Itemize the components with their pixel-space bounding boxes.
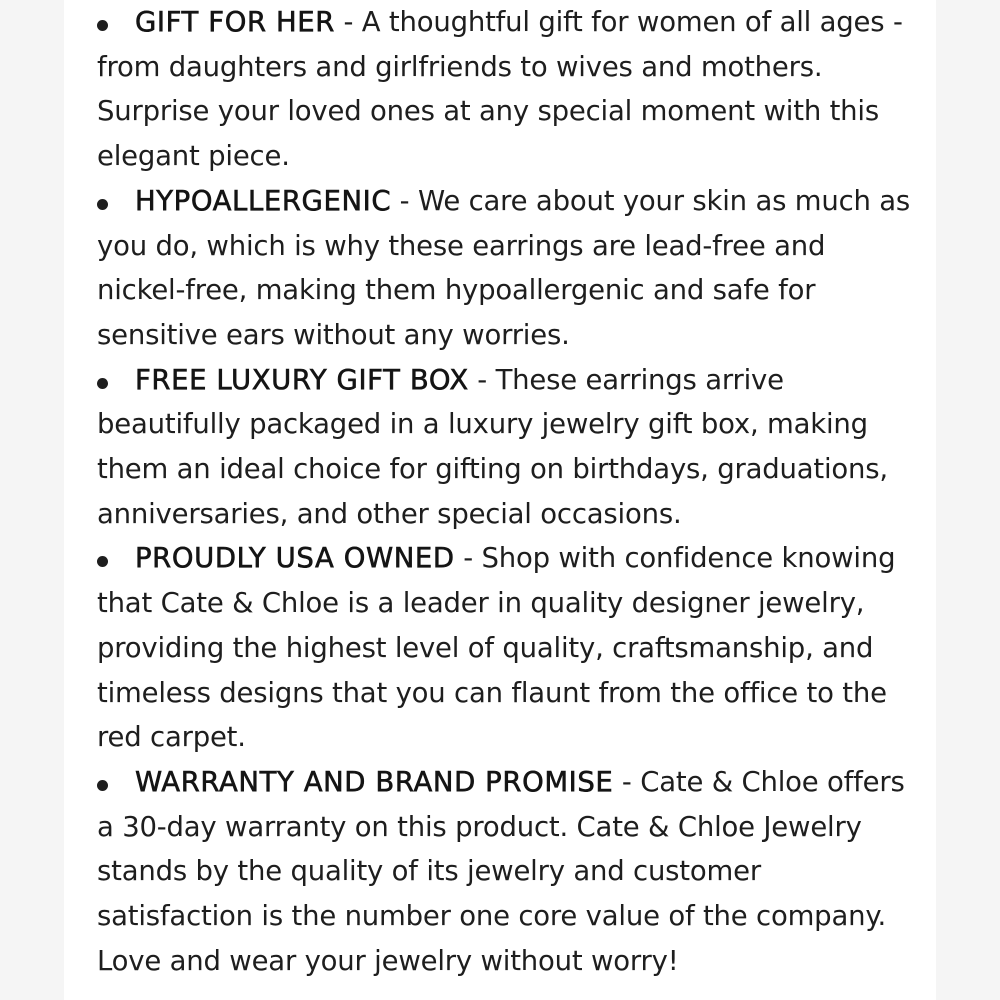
feature-item-hypoallergenic <box>97 179 912 358</box>
feature-description: These earrings arrive beautifully packaged in a luxury jewelry gift box, making them an ideal choice for gifting on birthdays, graduations, anniversaries, and other special occasions. <box>97 363 888 530</box>
feature-item-free-luxury-gift-box <box>97 358 912 537</box>
feature-heading: PROUDLY USA OWNED <box>135 542 455 575</box>
feature-separator: - <box>334 6 362 38</box>
feature-heading: FREE LUXURY GIFT BOX <box>135 363 469 396</box>
feature-separator: - <box>391 184 418 217</box>
feature-description: We care about your skin as much as you do, which is why these earrings are lead-free and nickel-free, making them hypoallergenic and safe for sensitive ears without any worries. <box>97 184 911 351</box>
feature-heading: WARRANTY AND BRAND PROMISE <box>135 765 614 798</box>
bullet-icon <box>97 556 108 567</box>
feature-list <box>97 0 912 983</box>
feature-heading: HYPOALLERGENIC <box>135 184 392 217</box>
feature-description: Cate & Chloe offers a 30-day warranty on this product. Cate & Chloe Jewelry stands by the quality of its jewelry and customer satisfaction is the number one core value of the company. Love and wear your jewelry without worry! <box>97 765 905 977</box>
bullet-icon <box>97 199 108 210</box>
bullet-icon <box>97 378 108 389</box>
feature-description: Shop with confidence knowing that Cate & Chloe is a leader in quality designer jewelry, providing the highest level of quality, craftsmanship, and timeless designs that you can flaunt from the office to the red carpet. <box>97 542 896 754</box>
feature-item-warranty-and-brand-promise <box>97 760 912 984</box>
feature-item-proudly-usa-owned <box>97 536 912 760</box>
bullet-icon <box>97 780 108 791</box>
feature-description: A thoughtful gift for women of all ages - from daughters and girlfriends to wives and mothers. Surprise your loved ones at any special moment with this elegant piece. <box>97 6 903 173</box>
feature-separator: - <box>454 542 482 575</box>
feature-separator: - <box>613 765 641 798</box>
feature-separator: - <box>468 363 496 396</box>
bullet-icon <box>97 20 108 31</box>
feature-item-gift-for-her <box>97 0 912 179</box>
feature-heading: GIFT FOR HER <box>135 6 335 38</box>
